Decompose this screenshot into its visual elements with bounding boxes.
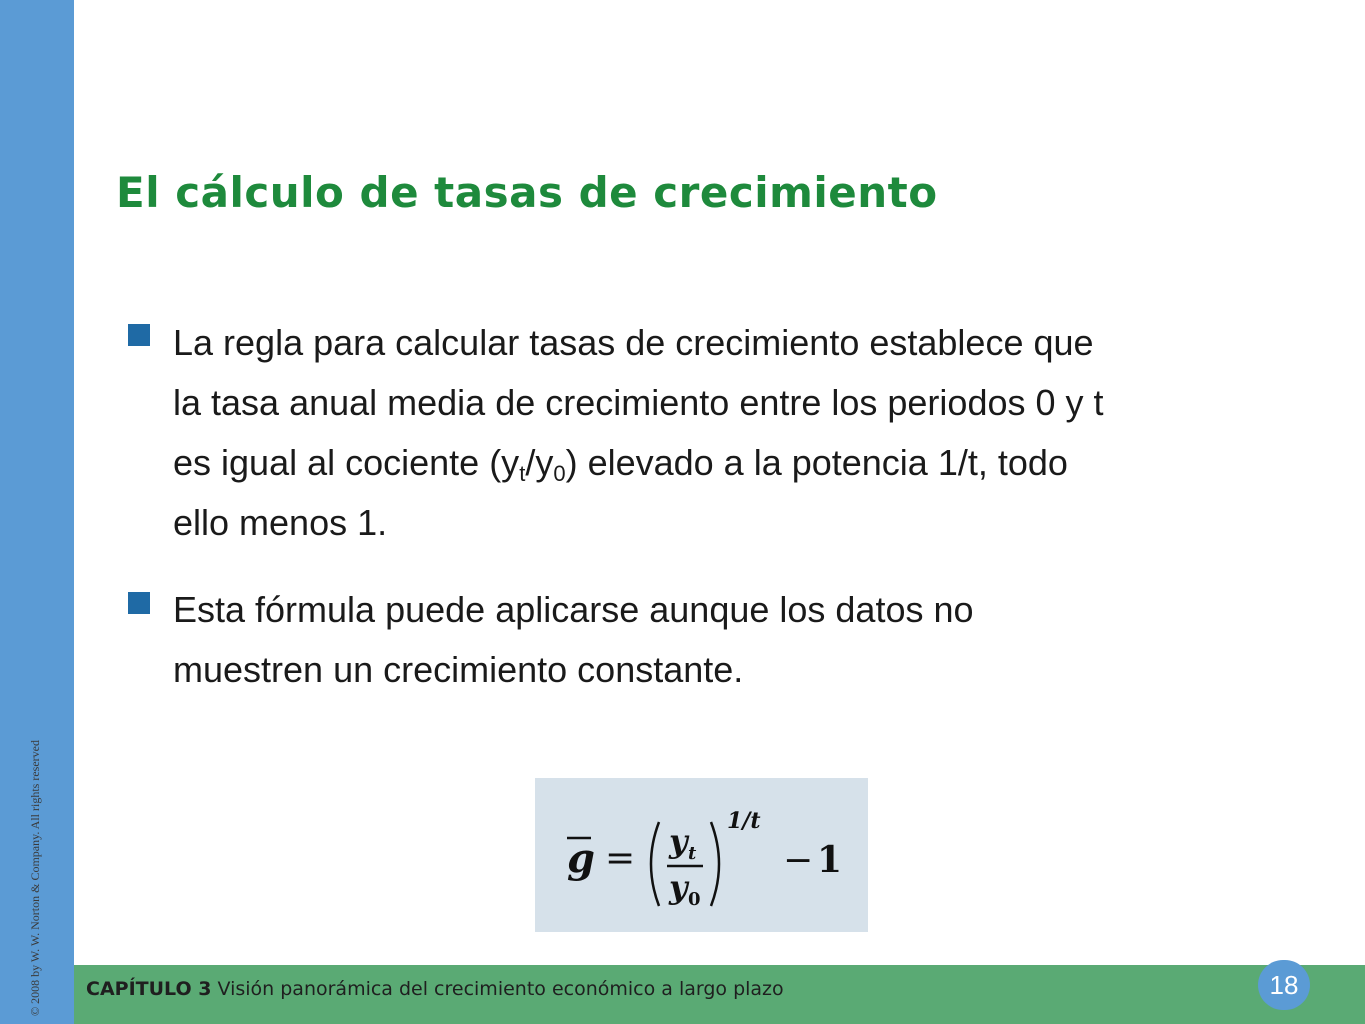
formula-one: 1 [817, 839, 843, 881]
formula-numerator: y [669, 822, 688, 860]
chapter-label: CAPÍTULO 3 [86, 978, 212, 1000]
bullet1-line3: es igual al cociente $(y_t/y_0)$ elevado a la potencia 1/t, todo [173, 442, 1068, 486]
bullet-paragraph-1 [173, 313, 1333, 553]
formula-g: g [567, 835, 595, 882]
left-paren-icon [651, 822, 659, 906]
bullet1-line4: ello menos 1. [173, 502, 388, 543]
formula-equals: = [605, 838, 636, 879]
growth-rate-formula [563, 802, 853, 912]
formula-numerator-sub: t [688, 843, 697, 864]
footer-chapter [86, 978, 784, 1000]
bullet-square-icon [128, 592, 150, 614]
formula-panel [535, 778, 868, 932]
formula-denominator: y [669, 868, 688, 906]
bullet-paragraph-2 [173, 580, 1333, 700]
right-paren-icon [711, 822, 719, 906]
copyright-notice: © 2008 by W. W. Norton & Company. All rights reserved [28, 740, 42, 1016]
page-number-badge: 18 [1258, 960, 1310, 1010]
bullet1-line1: La regla para calcular tasas de crecimiento establece que [173, 322, 1094, 363]
bullet2-line1: Esta fórmula puede aplicarse aunque los datos no [173, 589, 974, 630]
formula-minus: − [783, 840, 814, 881]
bullet-square-icon [128, 324, 150, 346]
bullet1-line2: la tasa anual media de crecimiento entre los periodos 0 y t [173, 382, 1104, 423]
chapter-title: Visión panorámica del crecimiento económico a largo plazo [217, 978, 784, 1000]
formula-exponent: 1/t [727, 808, 761, 834]
formula-denominator-sub: 0 [688, 889, 701, 910]
slide-title: El cálculo de tasas de crecimiento [116, 168, 938, 217]
bullet2-line2: muestren un crecimiento constante. [173, 649, 744, 690]
